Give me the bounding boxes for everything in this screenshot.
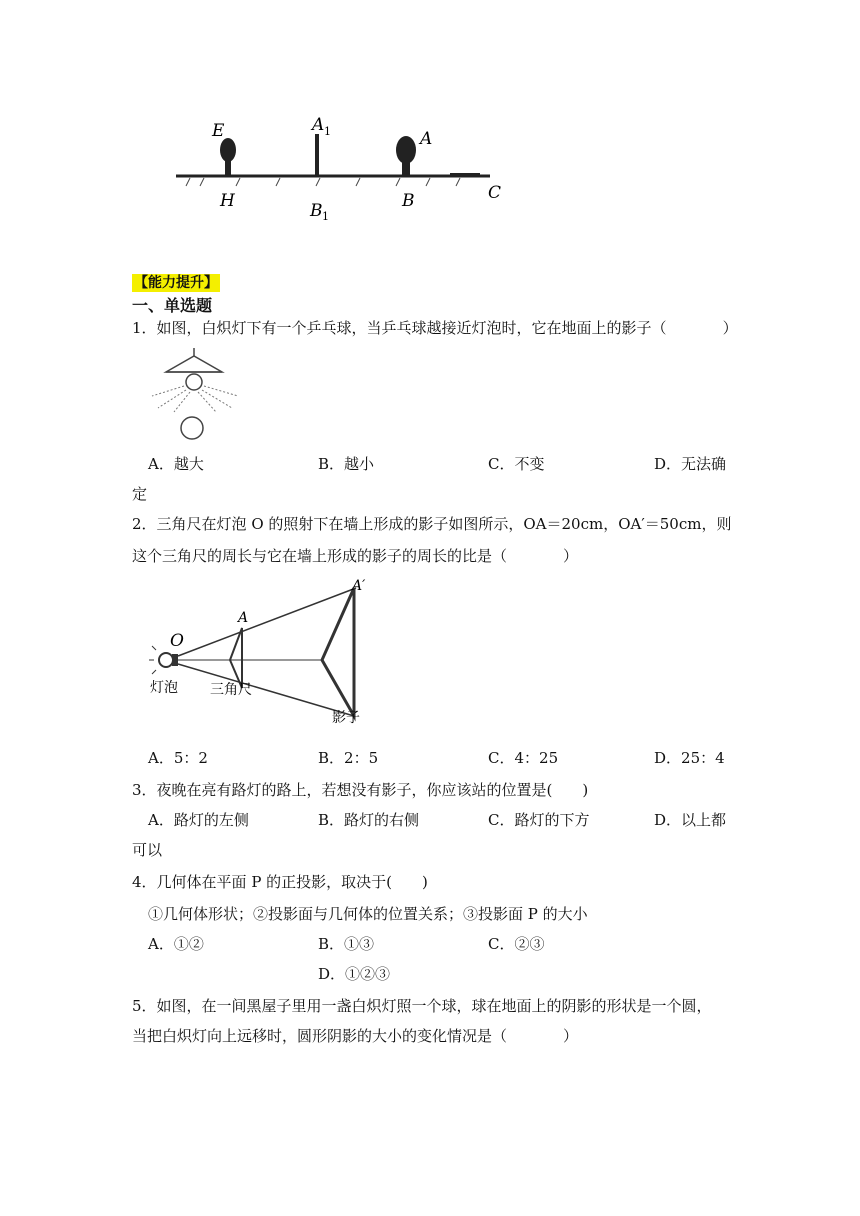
label-h: H [220,191,235,211]
q4-option-a[interactable]: A．①② [148,935,204,953]
label-b1: B [310,201,323,221]
q3-option-b[interactable]: B．路灯的右侧 [318,811,420,829]
label-ruler: 三角尺 [210,682,252,698]
label-bulb: 灯泡 [150,680,178,696]
label-a1-sub: 1 [324,125,331,138]
tree-a-icon [396,136,416,176]
q4-option-d[interactable]: D．①②③ [318,965,391,983]
lamp-ball-figure [146,346,246,446]
q1-option-a[interactable]: A．越大 [148,455,204,473]
bulb-icon [159,653,173,667]
question-5-line2: 当把白炽灯向上远移时，圆形阴影的大小的变化情况是（ ） [132,1027,579,1045]
section-title: 一、单选题 [132,296,213,315]
pole-a1-icon [315,134,319,176]
q3-option-c[interactable]: C．路灯的下方 [488,811,590,829]
label-e: E [212,121,225,141]
q1-option-c[interactable]: C．不变 [488,455,545,473]
q3-option-d-wrap: 可以 [132,841,163,859]
section-tag: 【能力提升】 [134,275,218,291]
label-a1: A [312,115,325,135]
question-4: 4．几何体在平面 P 的正投影，取决于( ) [132,873,428,891]
label-shadow: 影子 [332,710,360,726]
q1-option-b[interactable]: B．越小 [318,455,375,473]
label-c: C [488,183,502,203]
q2-option-b[interactable]: B．2：5 [318,749,379,767]
q1-option-d[interactable]: D．无法确 [654,455,727,473]
label-b1-sub: 1 [322,210,329,222]
question-1: 1．如图，白炽灯下有一个乒乓球，当乒乓球越接近灯泡时，它在地面上的影子（ ） [132,319,738,337]
label-a-prime: A′ [352,578,366,594]
question-2-line2: 这个三角尺的周长与它在墙上形成的影子的周长的比是（ ） [132,547,579,565]
q2-option-d[interactable]: D．25：4 [654,749,725,767]
q4-option-b[interactable]: B．①③ [318,935,375,953]
tree-e-icon [220,138,236,176]
q2-option-c[interactable]: C．4：25 [488,749,559,767]
triangle-shadow-figure [146,576,376,726]
label-b: B [402,191,415,211]
label-a: A [420,129,433,149]
question-3: 3．夜晚在亮有路灯的路上，若想没有影子，你应该站的位置是( ) [132,781,589,799]
q4-option-c[interactable]: C．②③ [488,935,545,953]
question-2-line1: 2．三角尺在灯泡 O 的照射下在墙上形成的影子如图所示，OA＝20cm，OA′＝50cm，则 [132,515,732,533]
q4-statements: ①几何体形状；②投影面与几何体的位置关系；③投影面 P 的大小 [148,905,588,923]
q2-option-a[interactable]: A．5：2 [148,749,208,767]
top-figure [170,112,510,222]
label-o: O [170,631,184,651]
label-a: A [238,610,249,626]
q1-option-d-wrap: 定 [132,485,148,503]
q3-option-a[interactable]: A．路灯的左侧 [148,811,249,829]
q3-option-d[interactable]: D．以上都 [654,811,727,829]
question-5-line1: 5．如图，在一间黑屋子里用一盏白炽灯照一个球，球在地面上的阴影的形状是一个圆， [132,997,712,1015]
